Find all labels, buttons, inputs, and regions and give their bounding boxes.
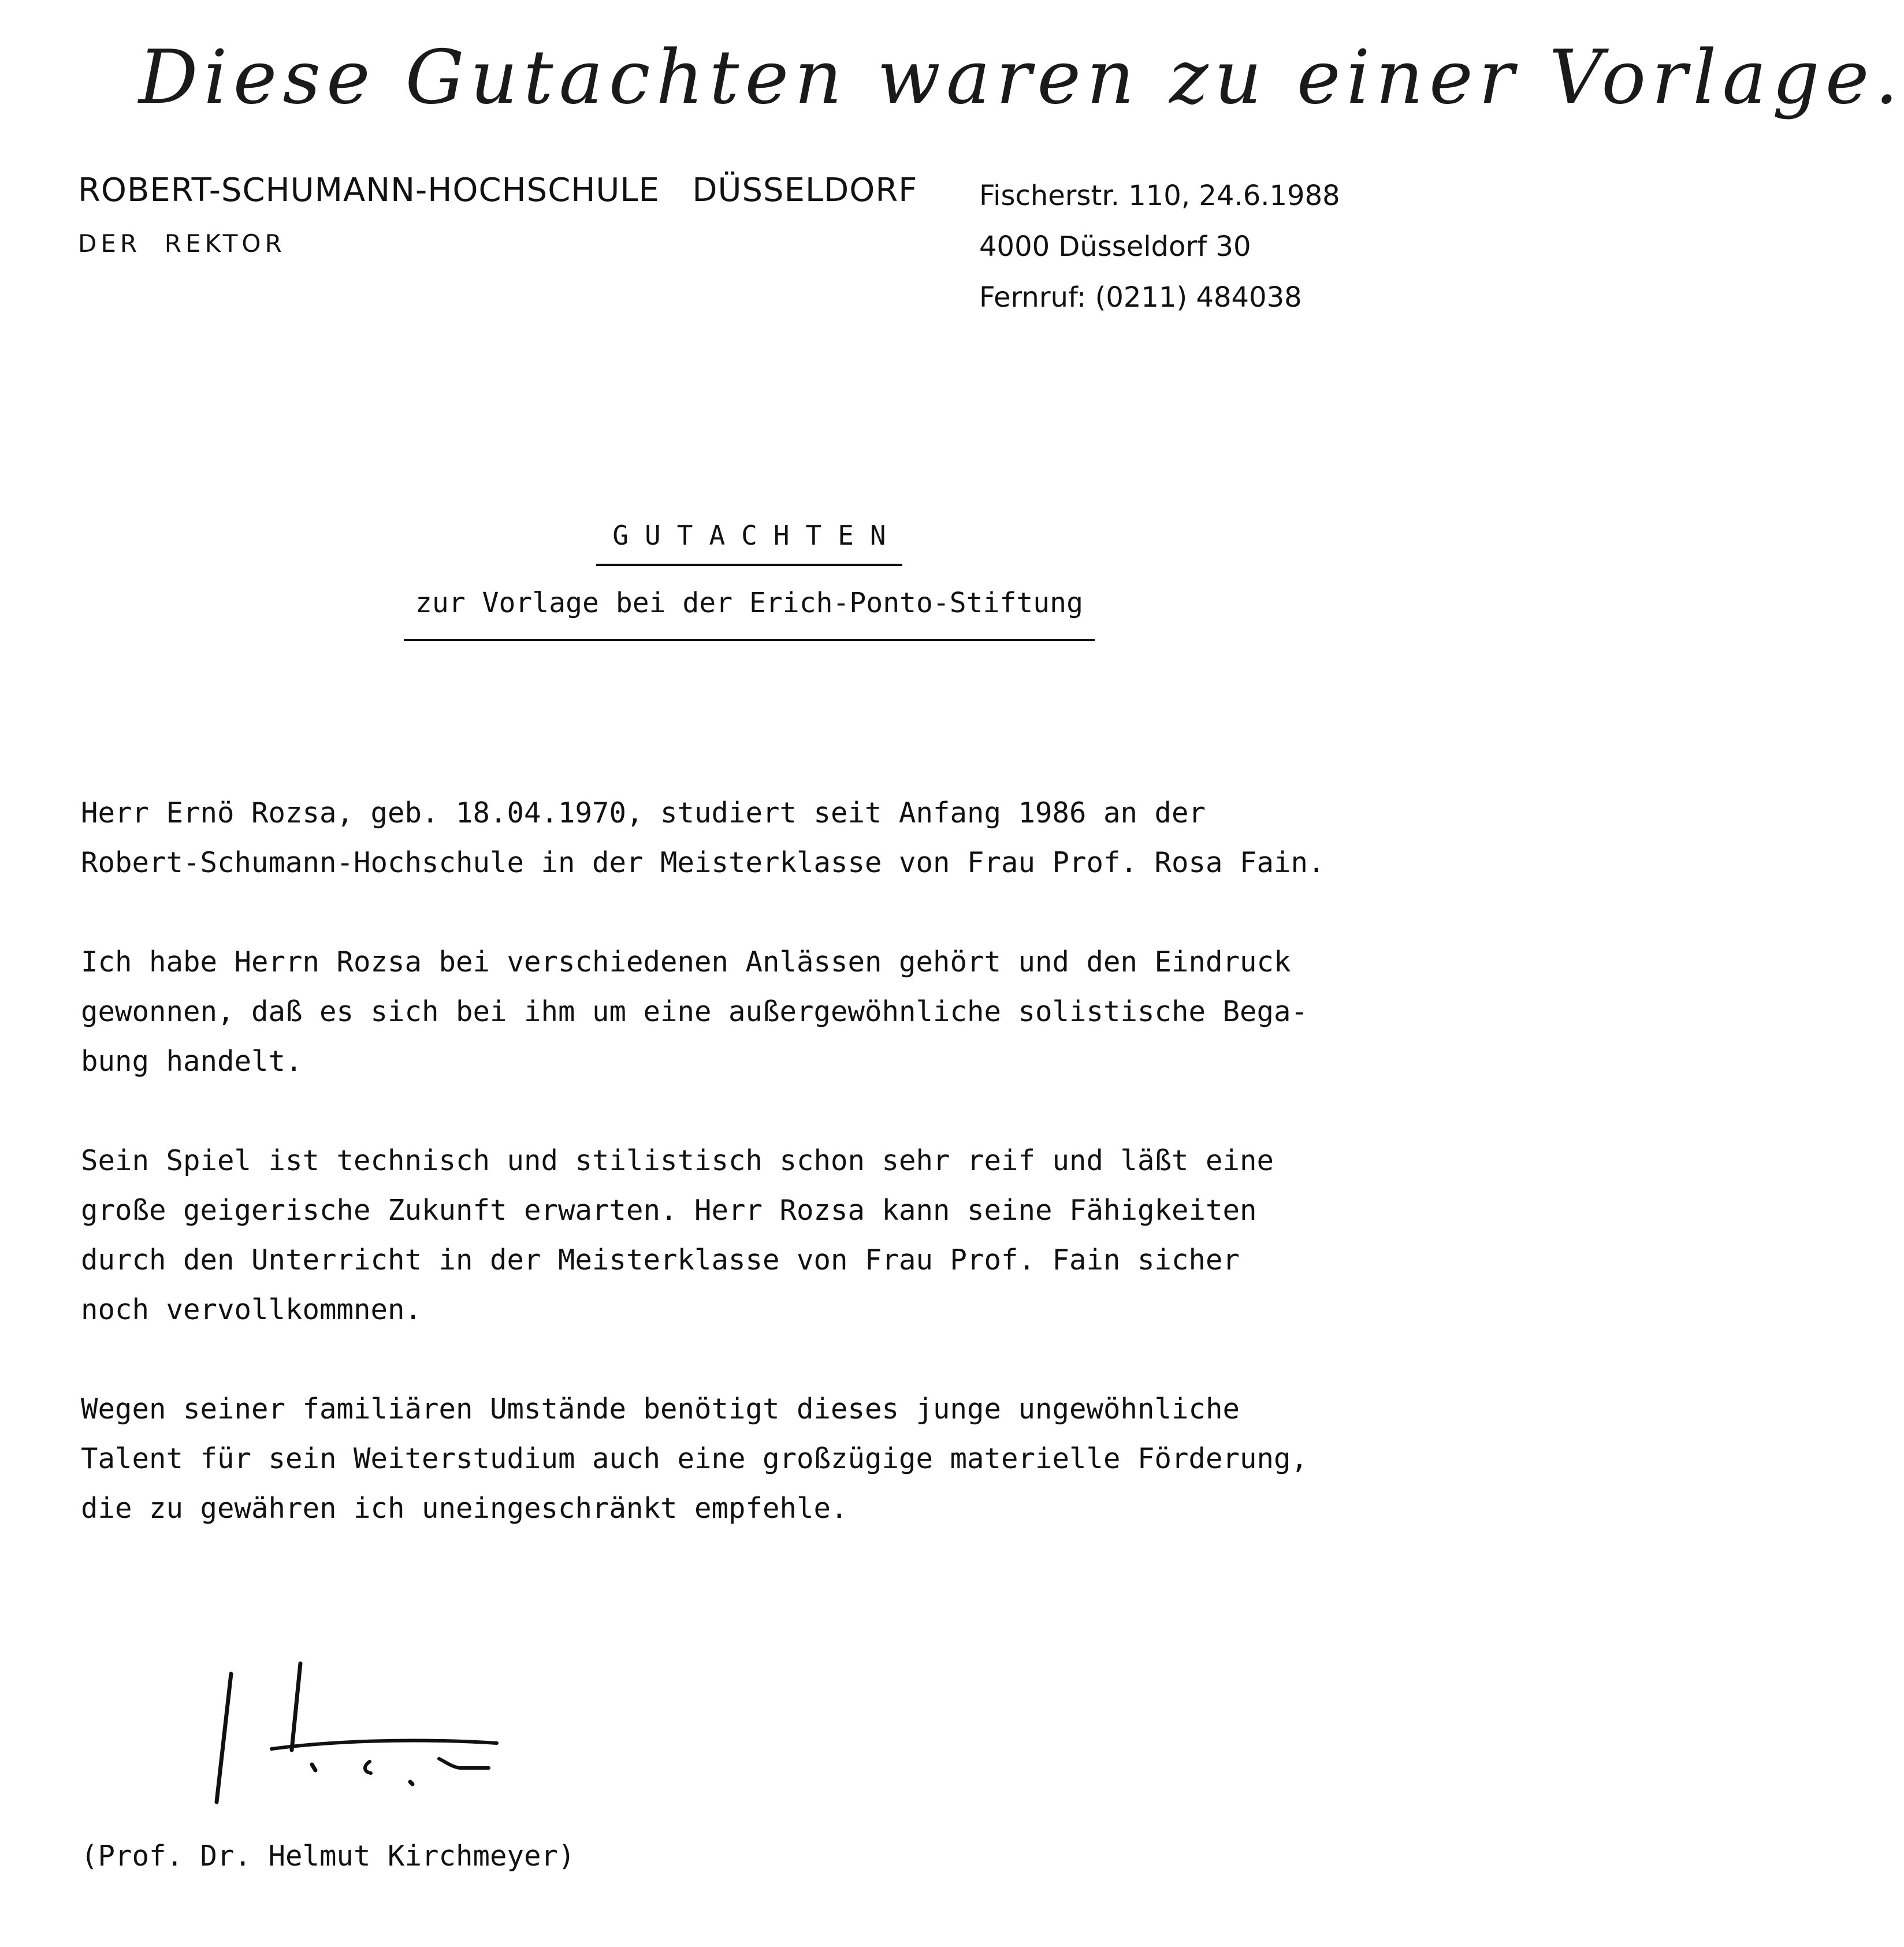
letter-body	[81, 788, 1410, 1583]
signature-stroke	[439, 1759, 489, 1768]
signature-stroke	[410, 1782, 412, 1784]
signature-stroke	[365, 1762, 371, 1773]
letterhead-right	[979, 170, 1340, 323]
signature-stroke	[217, 1674, 231, 1802]
signature-stroke	[272, 1740, 497, 1749]
document-title: GUTACHTEN	[596, 520, 902, 566]
phone-line: Fernruf: (0211) 484038	[979, 281, 1302, 314]
signature-stroke	[292, 1663, 300, 1750]
title-block	[0, 520, 1498, 641]
address-date-line	[979, 170, 1340, 221]
signature	[196, 1663, 508, 1819]
letterhead-left	[78, 170, 918, 258]
paragraph: Ich habe Herrn Rozsa bei verschiedenen Anlässen gehört und den Eindruck gewonnen, daß es sich bei ihm um eine außergewöhnliche solistische Bega- bung handelt.	[81, 945, 1308, 1078]
signature-stroke	[312, 1764, 315, 1770]
letter-date: 24.6.1988	[1199, 180, 1340, 212]
signatory-name: (Prof. Dr. Helmut Kirchmeyer)	[81, 1840, 575, 1872]
paragraph: Wegen seiner familiären Umstände benötigt dieses junge ungewöhnliche Talent für sein Weiterstudium auch eine großzügige materielle Förderung, die zu gewähren ich uneingeschränkt empfehle.	[81, 1393, 1308, 1525]
office-title: DER REKTOR	[78, 229, 286, 258]
paragraph: Sein Spiel ist technisch und stilistisch schon sehr reif und läßt eine große geigerische Zukunft erwarten. Herr Rozsa kann seine Fähigkeiten durch den Unterricht in der Meisterklasse von Frau Prof. Fain sicher noch vervollkommnen.	[81, 1144, 1274, 1326]
document-subtitle: zur Vorlage bei der Erich-Ponto-Stiftung	[404, 587, 1095, 641]
address-line: Fischerstr. 110,	[979, 180, 1191, 212]
institution-name: ROBERT-SCHUMANN-HOCHSCHULE DÜSSELDORF	[78, 172, 918, 209]
subtitle-wrap	[0, 587, 1498, 641]
handwritten-note: Diese Gutachten waren zu einer Vorlage.	[139, 35, 1904, 121]
paragraph: Herr Ernö Rozsa, geb. 18.04.1970, studiert seit Anfang 1986 an der Robert-Schumann-Hochschule in der Meisterklasse von Frau Prof. Rosa Fain.	[81, 796, 1325, 879]
postal-line: 4000 Düsseldorf 30	[979, 230, 1251, 263]
